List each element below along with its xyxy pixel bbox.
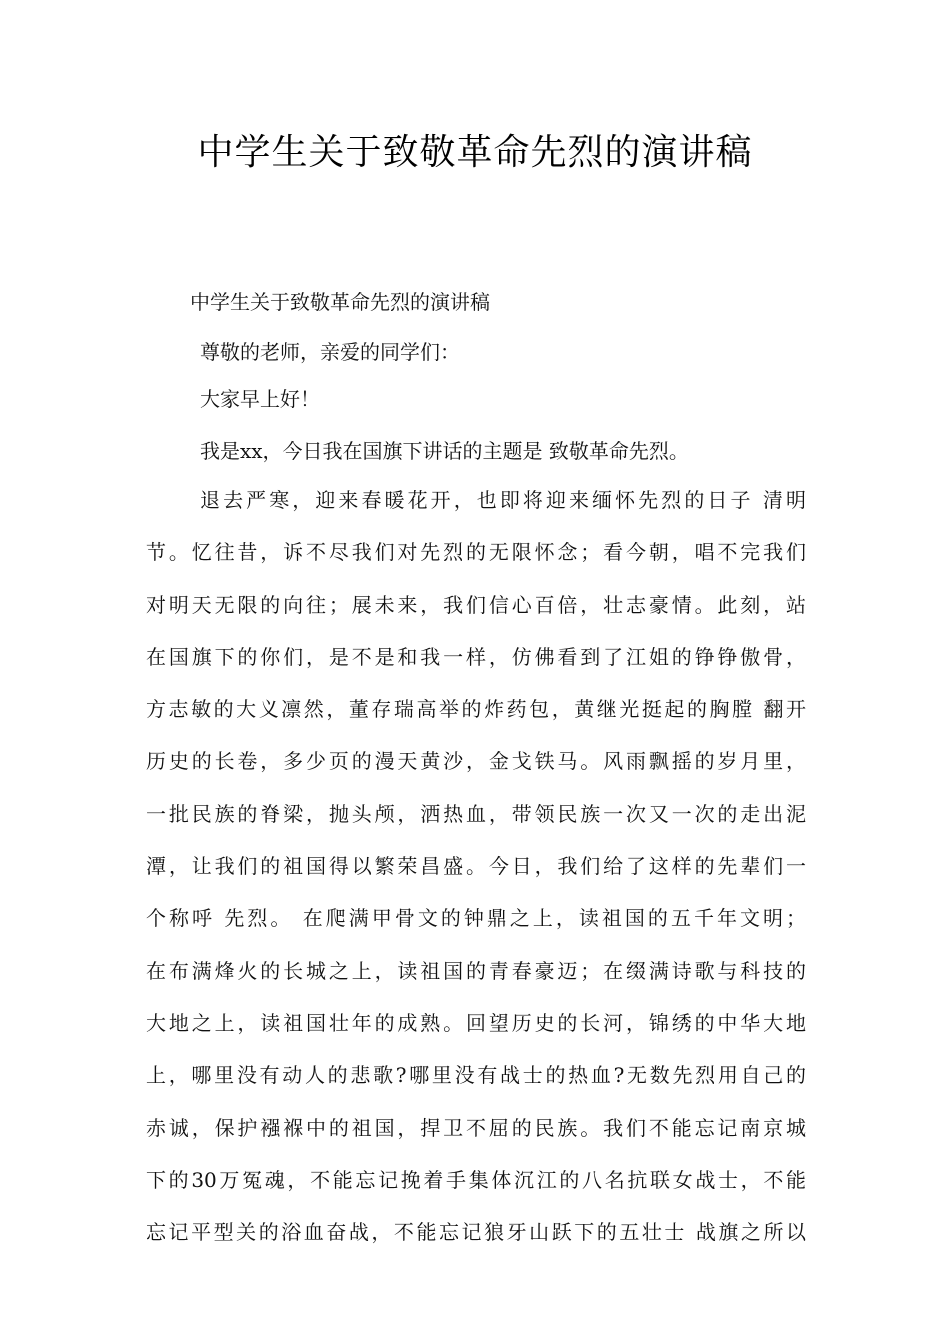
body-line: 退去严寒，迎来春暖花开，也即将迎来缅怀先烈的日子 清明 <box>200 488 806 512</box>
body-line: 个称呼 先烈。 在爬满甲骨文的钟鼎之上，读祖国的五千年文明； <box>146 906 806 931</box>
body-line: 忘记平型关的浴血奋战，不能忘记狼牙山跃下的五壮士 战旗之所以 <box>146 1220 806 1245</box>
body-paragraph <box>146 480 806 1264</box>
document-subtitle: 中学生关于致敬革命先烈的演讲稿 <box>190 290 490 314</box>
document-title: 中学生关于致敬革命先烈的演讲稿 <box>197 132 753 173</box>
body-line: 在国旗下的你们，是不是和我一样，仿佛看到了江姐的铮铮傲骨， <box>146 644 806 669</box>
body-line: 潭，让我们的祖国得以繁荣昌盛。今日，我们给了这样的先辈们一 <box>146 854 806 879</box>
body-line: 方志敏的大义凛然，董存瑞高举的炸药包，黄继光挺起的胸膛 翻开 <box>146 697 806 722</box>
body-line: 一批民族的脊梁，抛头颅，洒热血，带领民族一次又一次的走出泥 <box>146 801 806 826</box>
body-line: 历史的长卷，多少页的漫天黄沙，金戈铁马。风雨飘摇的岁月里， <box>146 749 806 774</box>
salutation-line: 大家早上好！ <box>200 387 320 411</box>
body-line: 节。忆往昔，诉不尽我们对先烈的无限怀念；看今朝，唱不完我们 <box>146 540 806 565</box>
body-line: 大地之上，读祖国壮年的成熟。回望历史的长河，锦绣的中华大地 <box>146 1010 806 1035</box>
greeting-line: 尊敬的老师，亲爱的同学们： <box>200 340 460 364</box>
intro-line: 我是xx，今日我在国旗下讲话的主题是 致敬革命先烈。 <box>200 439 689 463</box>
body-line: 上，哪里没有动人的悲歌?哪里没有战士的热血?无数先烈用自己的 <box>146 1063 806 1088</box>
body-line: 对明天无限的向往；展未来，我们信心百倍，壮志豪情。此刻，站 <box>146 592 806 617</box>
body-line: 在布满烽火的长城之上，读祖国的青春豪迈；在缀满诗歌与科技的 <box>146 958 806 983</box>
body-line: 赤诚，保护襁褓中的祖国，捍卫不屈的民族。我们不能忘记南京城 <box>146 1115 806 1140</box>
body-line: 下的30万冤魂，不能忘记挽着手集体沉江的八名抗联女战士，不能 <box>146 1167 806 1192</box>
